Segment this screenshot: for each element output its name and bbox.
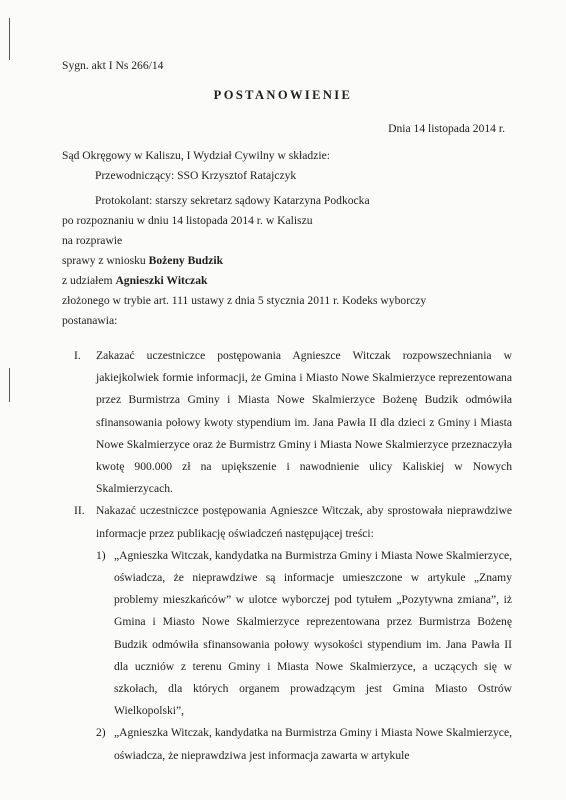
case-reference: Sygn. akt I Ns 266/14 xyxy=(62,59,164,72)
participant-prefix: z udziałem xyxy=(62,274,116,287)
item-text: Nakazać uczestniczce postępowania Agnieszce Witczak, aby sprostowała nieprawdziwe informacje przez publikację oświadczeń następującej treści: xyxy=(96,504,512,540)
clerk-line xyxy=(62,193,512,208)
participant-line xyxy=(62,273,512,288)
decides-line xyxy=(62,313,512,328)
subitem-number: 1) xyxy=(96,548,106,562)
item-number: II. xyxy=(74,504,85,518)
binding-mark xyxy=(9,368,10,402)
legal-basis: złożonego w trybie art. 111 ustawy z dnia 5 stycznia 2011 r. Kodeks wyborczy xyxy=(62,294,427,307)
case-prefix: sprawy z wniosku xyxy=(62,254,149,267)
item-number: I. xyxy=(74,349,81,362)
statement-item xyxy=(62,545,512,723)
hearing-type: na rozprawie xyxy=(62,234,123,247)
heard-line xyxy=(62,213,512,228)
hearing-date: po rozpoznaniu w dniu 14 listopada 2014 r. w Kaliszu xyxy=(62,214,313,227)
applicant-line xyxy=(62,253,512,268)
presiding-judge: Przewodniczący: SSO Krzysztof Ratajczyk xyxy=(95,169,297,182)
subitem-text: „Agnieszka Witczak, kandydatka na Burmistrza Gminy i Miasta Nowe Skalmierzyce, oświadcza, że nieprawdziwe są informacje umieszczone w artykule „Znamy problemy mieszkańców” w ulotce wyborczej pod tytułem „Pozytywna zmiana”, iż Gmina i Miasto Nowe Skalmierzyce reprezentowana przez Burmistrza Bożenę Budzik odmówiła sfinansowania połowy wysokości stypendium im. Jana Pawła II dla uczniów z terenu Gminy i Miasta Nowe Skalmierzyce, a uczących się w szkołach, dla których organem prowadzącym jest Gmina Miasto Ostrów Wielkopolski”, xyxy=(114,548,512,718)
decision-items xyxy=(62,345,512,767)
subitem-number: 2) xyxy=(96,726,106,740)
decision-intro: postanawia: xyxy=(62,314,118,327)
document-date: Dnia 14 listopada 2014 r. xyxy=(388,122,505,135)
item-text: Zakazać uczestniczce postępowania Agnieszce Witczak rozpowszechniania w jakiejkolwiek formie informacji, że Gmina i Miasto Nowe Skalmierzyce reprezentowana przez Burmistrza Gminy i Miasta Nowe Skalmierzyce Bożenę Budzik odmówiła sfinansowania połowy kwoty stypendium im. Jana Pawła II dla dzieci z Gminy i Miasta Nowe Skalmierzyce oraz że Burmistrz Gminy i Miasta Nowe Skalmierzyce przeznaczyła kwotę 900.000 zł na upiększenie i nawodnienie ulicy Kaliskiej w Nowych Skalmierzycach. xyxy=(96,349,512,496)
statement-item xyxy=(62,722,512,766)
decision-item xyxy=(62,345,512,500)
participant-name: Agnieszki Witczak xyxy=(115,274,208,287)
filed-line xyxy=(62,293,512,308)
court-name: Sąd Okręgowy w Kaliszu, I Wydział Cywilny w składzie: xyxy=(62,149,330,162)
decision-item xyxy=(62,500,512,544)
document-title: POSTANOWIENIE xyxy=(213,88,353,102)
court-clerk: Protokolant: starszy sekretarz sądowy Katarzyna Podkocka xyxy=(95,194,370,207)
chair-line xyxy=(62,168,512,183)
subitem-text: „Agnieszka Witczak, kandydatka na Burmistrza Gminy i Miasta Nowe Skalmierzyce, oświadcza, że nieprawdziwa jest informacja zawarta w artykule xyxy=(114,726,512,762)
binding-mark xyxy=(9,18,10,60)
applicant-name: Bożeny Budzik xyxy=(148,254,224,267)
court-line xyxy=(62,148,512,163)
hearing-line xyxy=(62,233,512,248)
